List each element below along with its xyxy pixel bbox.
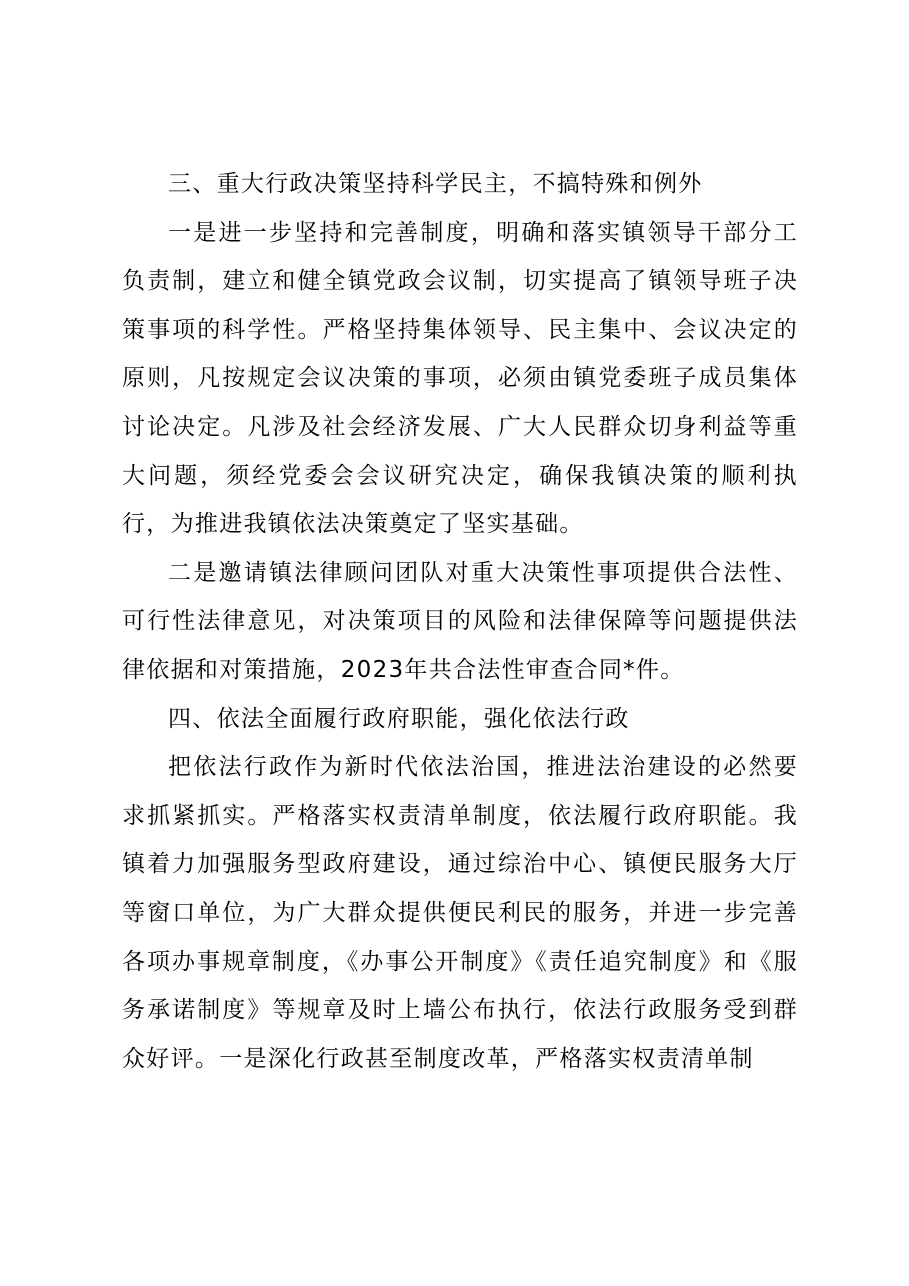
body-paragraph: 把依法行政作为新时代依法治国，推进法治建设的必然要求抓紧抓实。严格落实权责清单制度，依法履行政府职能。我镇着力加强服务型政府建设，通过综治中心、镇便民服务大厅等窗口单位，为广大群众提供便民利民的服务，并进一步完善各项办事规章制度，《办事公开制度》《责任追究制度》和《服务承诺制度》等规章及时上墙公布执行，依法行政服务受到群众好评。一是深化行政甚至制度改革，严格落实权责清单制	[122, 754, 798, 1072]
section-heading-4: 四、依法全面履行政府职能，强化依法行政	[168, 705, 630, 732]
document-body	[122, 160, 798, 1083]
section-heading-3: 三、重大行政决策坚持科学民主，不搞特殊和例外	[168, 171, 703, 197]
body-paragraph: 一是进一步坚持和完善制度，明确和落实镇领导干部分工负责制，建立和健全镇党政会议制，切实提高了镇领导班子决策事项的科学性。严格坚持集体领导、民主集中、会议决定的原则，凡按规定会议决策的事项，必须由镇党委班子成员集体讨论决定。凡涉及社会经济发展、广大人民群众切身利益等重大问题，须经党委会会议研究决定，确保我镇决策的顺利执行，为推进我镇依法决策奠定了坚实基础。	[122, 219, 798, 538]
body-paragraph: 二是邀请镇法律顾问团队对重大决策性事项提供合法性、可行性法律意见，对决策项目的风险和法律保障等问题提供法律依据和对策措施，2023年共合法性审查合同*件。	[122, 559, 798, 683]
